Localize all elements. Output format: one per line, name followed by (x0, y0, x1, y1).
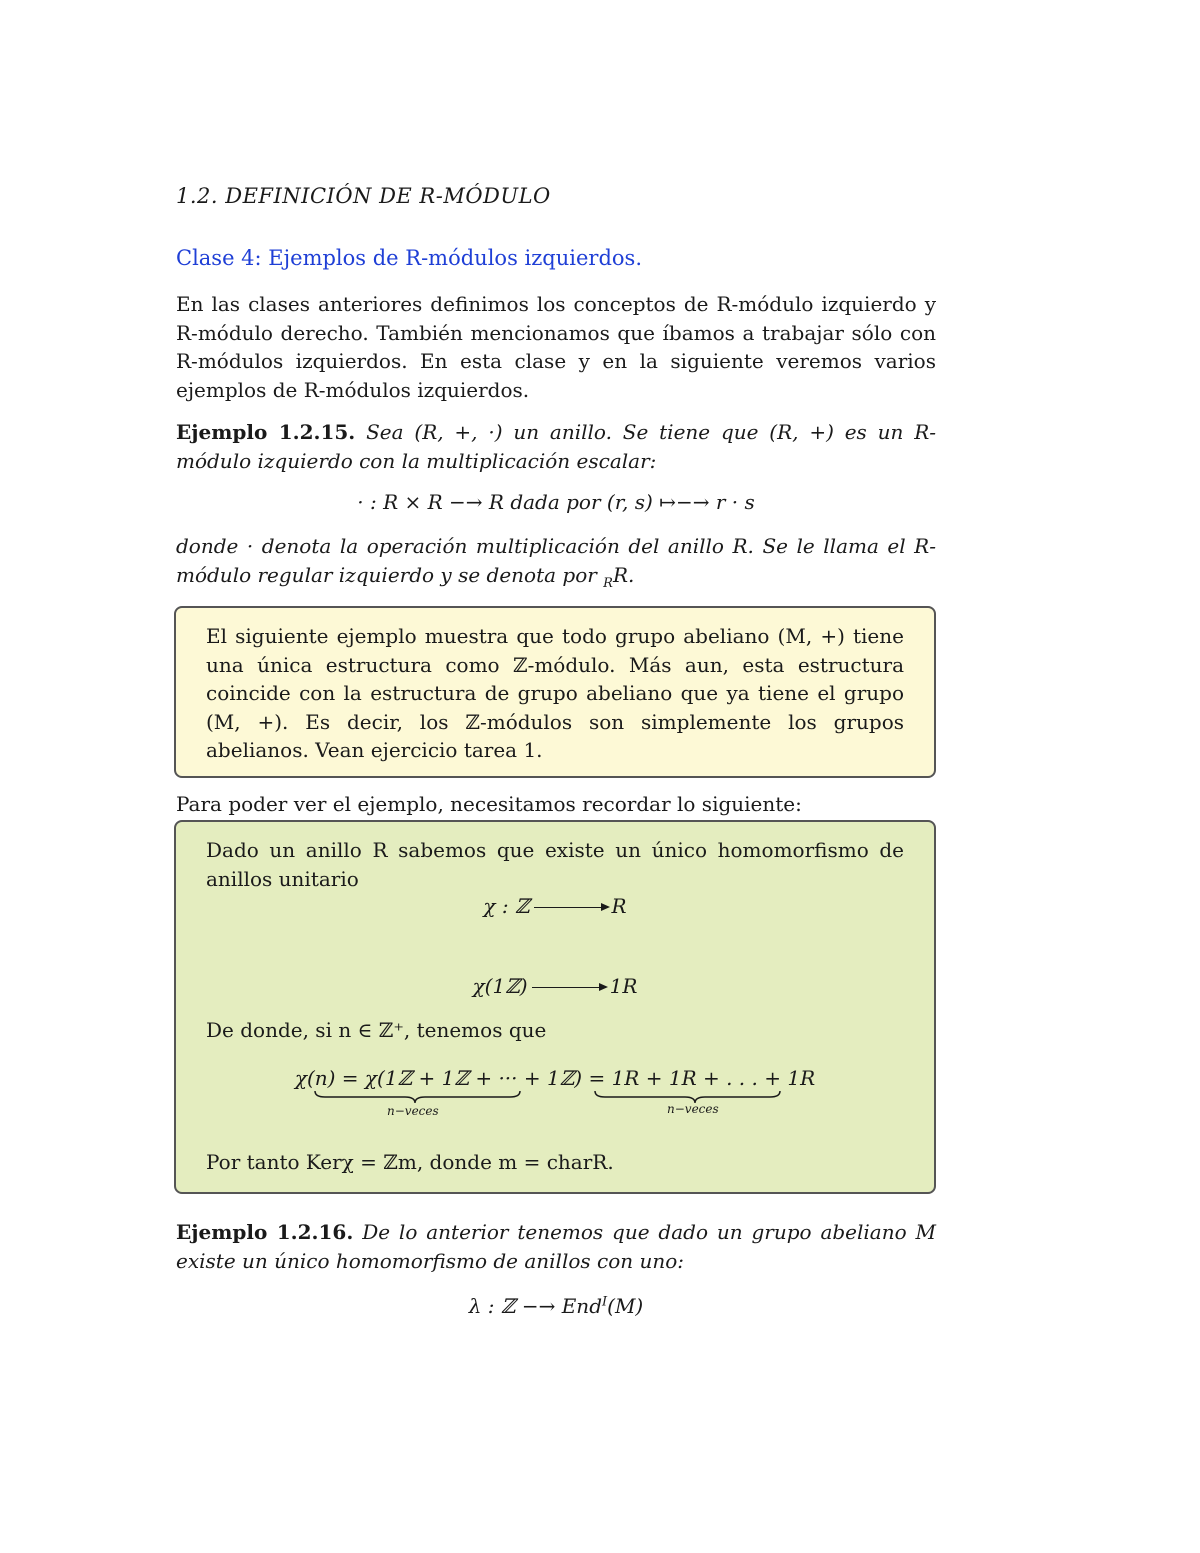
example-1-2-15 (176, 418, 936, 475)
intro-paragraph: En las clases anteriores definimos los conceptos de R-módulo izquierdo y R-módulo derecho. También mencionamos que íbamos a trabajar sólo con R-módulos izquierdos. En esta clase y en la siguiente veremos varios ejemplos de R-módulos izquierdos. (176, 292, 936, 402)
donde-line: De donde, si n ∈ ℤ⁺, tenemos que (206, 1018, 547, 1042)
notation-main: R. (612, 562, 635, 587)
recall-box (174, 820, 936, 1194)
chi-element-left: χ(1ℤ) (472, 974, 528, 998)
chi-element-line (176, 974, 934, 998)
sum-equation (176, 1066, 934, 1120)
example-statement: De lo anterior tenemos que dado un grupo abeliano M existe un único homomorfismo de anillos con uno: (176, 1220, 936, 1273)
running-head: 1.2. DEFINICIÓN DE R-MÓDULO (176, 184, 551, 208)
underbrace-1 (315, 1091, 520, 1103)
example-label: Ejemplo 1.2.16. (176, 1220, 354, 1244)
arrow-icon (532, 987, 606, 988)
brace-label-2: n−veces (667, 1102, 719, 1116)
display-equation-scalar: · : R × R −→ R dada por (r, s) ↦−→ r · s (357, 490, 755, 514)
conclusion-line: Por tanto Kerχ = ℤm, donde m = charR. (206, 1150, 614, 1174)
class-title: Clase 4: Ejemplos de R-módulos izquierdos. (176, 246, 642, 270)
notation-subscript: R (603, 575, 613, 591)
arrow-icon (534, 907, 608, 908)
lambda-sup: I (602, 1294, 608, 1310)
example-1-2-16 (176, 1218, 936, 1275)
remark-box (174, 606, 936, 778)
chi-element-right: 1R (609, 974, 638, 998)
continuation-text: donde · denota la operación multiplicación del anillo R. Se le llama el R-módulo regular izquierdo y se denota por (176, 534, 936, 587)
mid-paragraph: Para poder ver el ejemplo, necesitamos recordar lo siguiente: (176, 792, 802, 816)
chi-map-line (176, 894, 934, 918)
lambda-map: λ : ℤ −→ End (468, 1294, 602, 1318)
sum-formula: χ(n) = χ(1ℤ + 1ℤ + ··· + 1ℤ) = 1R + 1R + . . . + 1R (294, 1066, 816, 1090)
display-equation-lambda (176, 1294, 936, 1318)
underbraces (275, 1090, 835, 1104)
chi-map-left: χ : ℤ (483, 894, 530, 918)
brace-labels (275, 1104, 835, 1120)
example-label: Ejemplo 1.2.15. (176, 420, 356, 444)
lambda-tail: (M) (607, 1294, 644, 1318)
chi-map-right: R (611, 894, 627, 918)
remark-text: El siguiente ejemplo muestra que todo grupo abeliano (M, +) tiene una única estructura como ℤ-módulo. Más aun, esta estructura coincide con la estructura de grupo abeliano que ya tiene el grupo (M, +). Es decir, los ℤ-módulos son simplemente los grupos abelianos. Vean ejercicio tarea 1. (206, 624, 904, 762)
example-1-2-15-continuation (176, 532, 936, 598)
brace-label-1: n−veces (387, 1104, 439, 1118)
example-statement: Sea (R, +, ·) un anillo. Se tiene que (R, +) es un R-módulo izquierdo con la multiplicación escalar: (176, 420, 937, 473)
recall-intro: Dado un anillo R sabemos que existe un único homomorfismo de anillos unitario (206, 838, 904, 891)
